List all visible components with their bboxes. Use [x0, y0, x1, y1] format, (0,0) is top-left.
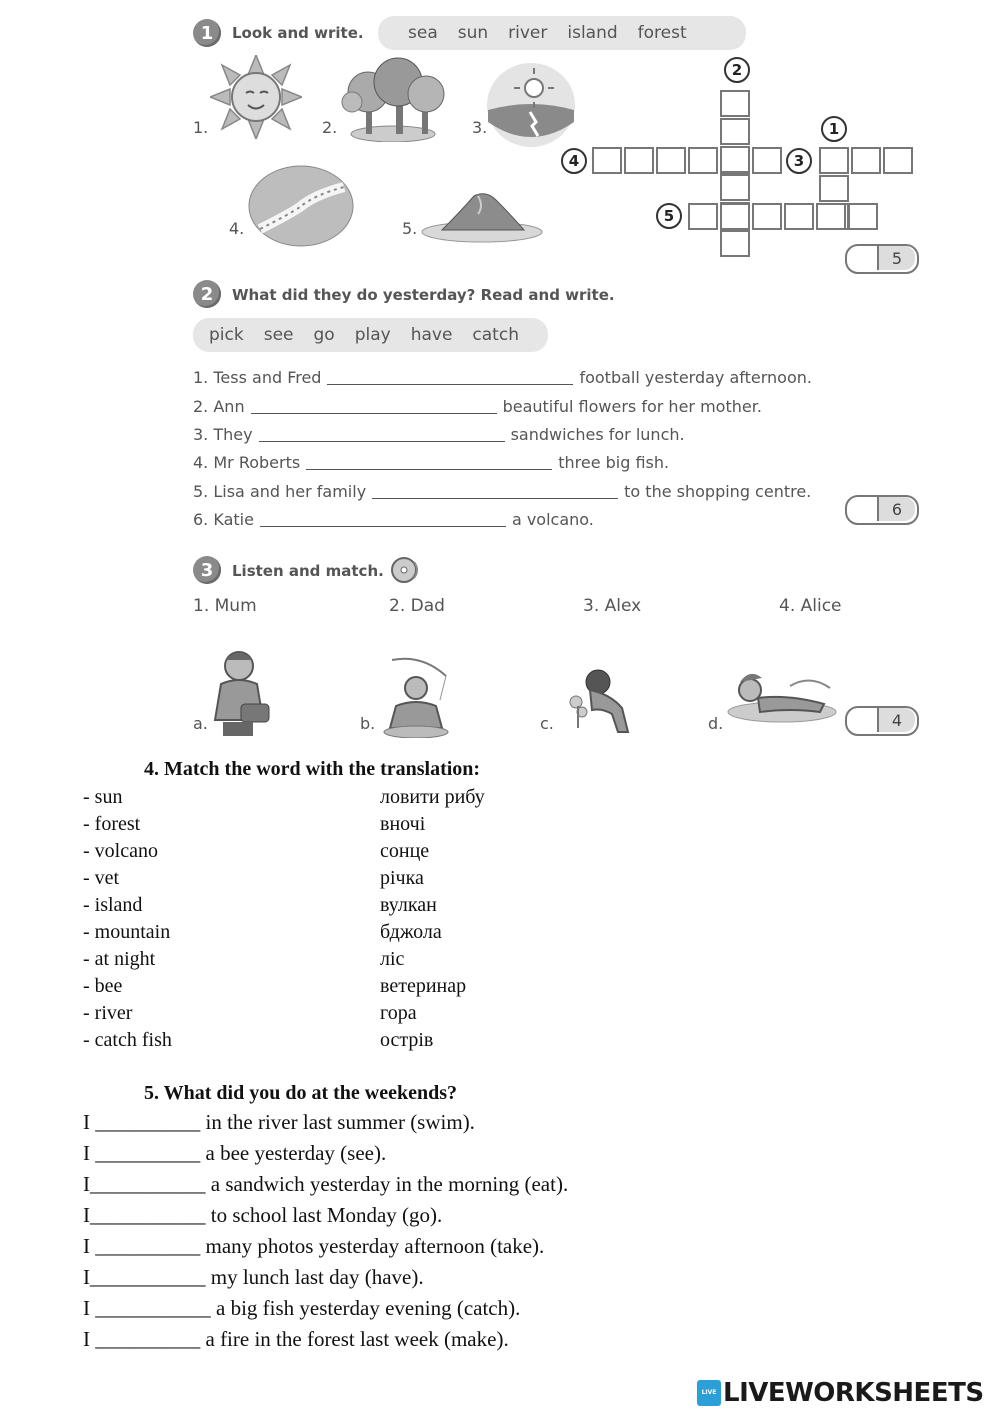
crossword-cell[interactable] [752, 147, 782, 174]
logo-badge: LIVE [697, 1380, 721, 1406]
exercise-1-word-bank [378, 16, 746, 50]
person-label: 2. Dad [389, 596, 445, 616]
picture-label: c. [540, 714, 554, 733]
english-word: - vet [83, 867, 120, 889]
exercise-5-line[interactable]: I __________ a bee yesterday (see). [83, 1141, 387, 1165]
exercise-2-number: 2 [193, 280, 221, 308]
word-bank-item: go [313, 325, 335, 345]
sea-picture [486, 62, 576, 148]
english-word: - forest [83, 813, 141, 835]
english-word: - sun [83, 786, 123, 808]
answer-blank[interactable] [306, 453, 552, 470]
cd-icon [390, 556, 422, 584]
crossword-cell[interactable] [592, 147, 622, 174]
sentence-start: 5. Lisa and her family [193, 482, 367, 501]
picture-label: a. [193, 714, 208, 733]
exercise-2-sentence [193, 453, 669, 472]
crossword-number: 2 [724, 57, 750, 83]
person-picture-a [205, 648, 279, 738]
answer-blank[interactable] [251, 397, 497, 414]
sentence-start: 1. Tess and Fred [193, 368, 322, 387]
exercise-5-line[interactable]: I ___________ a big fish yesterday evening (catch). [83, 1296, 521, 1320]
sentence-end: football yesterday afternoon. [579, 368, 812, 387]
crossword-number: 1 [821, 116, 847, 142]
island-picture [420, 186, 544, 244]
exercise-5-heading: 5. What did you do at the weekends? [144, 1082, 458, 1104]
exercise-5-line[interactable]: I___________ to school last Monday (go). [83, 1203, 443, 1227]
ukrainian-word: ліс [380, 948, 405, 970]
crossword-cell[interactable] [720, 118, 750, 145]
exercise-1-score [845, 244, 917, 272]
picture-label: 4. [229, 219, 245, 238]
sentence-start: 2. Ann [193, 397, 245, 416]
crossword-cell[interactable] [848, 203, 878, 230]
ukrainian-word: острів [380, 1029, 434, 1051]
crossword-cell[interactable] [883, 147, 913, 174]
crossword-cell[interactable] [851, 147, 881, 174]
picture-label: 3. [472, 118, 488, 137]
score-value: 5 [877, 246, 915, 270]
exercise-1-number: 1 [193, 19, 221, 47]
liveworksheets-logo[interactable] [697, 1378, 984, 1408]
picture-label: 2. [322, 118, 338, 137]
logo-text: LIVEWORKSHEETS [723, 1378, 984, 1408]
exercise-2-sentence [193, 397, 762, 416]
exercise-5-line[interactable]: I___________ my lunch last day (have). [83, 1265, 424, 1289]
answer-blank[interactable] [372, 482, 618, 499]
exercise-2-title: What did they do yesterday? Read and write. [232, 286, 615, 304]
crossword-cell[interactable] [720, 230, 750, 257]
picture-label: 1. [193, 118, 209, 137]
crossword-cell[interactable] [819, 175, 849, 202]
sentence-start: 3. They [193, 425, 253, 444]
crossword-cell[interactable] [720, 174, 750, 201]
ukrainian-word: гора [380, 1002, 417, 1024]
crossword-number: 3 [786, 148, 812, 174]
english-word: - bee [83, 975, 123, 997]
sentence-end: to the shopping centre. [624, 482, 812, 501]
word-bank-item: sea [408, 23, 438, 43]
crossword-cell[interactable] [688, 203, 718, 230]
sentence-start: 4. Mr Roberts [193, 453, 301, 472]
picture-label: b. [360, 714, 376, 733]
crossword-cell[interactable] [656, 147, 686, 174]
sentence-start: 6. Katie [193, 510, 254, 529]
english-word: - island [83, 894, 143, 916]
sentence-end: sandwiches for lunch. [510, 425, 685, 444]
score-value: 6 [877, 497, 915, 521]
crossword-cell[interactable] [720, 146, 750, 173]
river-picture [248, 165, 354, 247]
exercise-4-heading: 4. Match the word with the translation: [144, 758, 481, 780]
answer-blank[interactable] [260, 510, 506, 527]
answer-blank[interactable] [327, 368, 573, 385]
answer-blank[interactable] [259, 425, 505, 442]
word-bank-item: river [508, 23, 548, 43]
ukrainian-word: вулкан [380, 894, 437, 916]
crossword-cell[interactable] [752, 203, 782, 230]
exercise-3-number: 3 [193, 556, 221, 584]
picture-label: 5. [402, 219, 418, 238]
person-label: 1. Mum [193, 596, 257, 616]
ukrainian-word: сонце [380, 840, 430, 862]
exercise-3-title: Listen and match. [232, 562, 384, 580]
english-word: - catch fish [83, 1029, 172, 1051]
person-picture-c [564, 666, 634, 736]
english-word: - river [83, 1002, 133, 1024]
exercise-2-score [845, 495, 917, 523]
sentence-end: beautiful flowers for her mother. [502, 397, 762, 416]
word-bank-item: forest [637, 23, 687, 43]
person-picture-d [726, 668, 838, 724]
english-word: - volcano [83, 840, 158, 862]
english-word: - mountain [83, 921, 171, 943]
ukrainian-word: бджола [380, 921, 442, 943]
word-bank-item: catch [472, 325, 519, 345]
word-bank-item: have [410, 325, 453, 345]
exercise-5-line[interactable]: I __________ in the river last summer (swim). [83, 1110, 475, 1134]
picture-label: d. [708, 714, 724, 733]
crossword-cell[interactable] [784, 203, 814, 230]
exercise-2-sentence [193, 368, 812, 387]
word-bank-item: play [354, 325, 391, 345]
exercise-5-line[interactable]: I __________ many photos yesterday afternoon (take). [83, 1234, 545, 1258]
ukrainian-word: річка [380, 867, 424, 889]
word-bank-item: pick [209, 325, 244, 345]
crossword-number: 5 [656, 203, 682, 229]
exercise-3-score [845, 706, 917, 734]
person-picture-b [382, 654, 452, 738]
exercise-2-sentence [193, 510, 594, 529]
score-value: 4 [877, 708, 915, 732]
crossword-cell[interactable] [816, 203, 846, 230]
person-label: 3. Alex [583, 596, 642, 616]
exercise-5-line[interactable]: I___________ a sandwich yesterday in the morning (eat). [83, 1172, 569, 1196]
sun-picture [210, 55, 302, 139]
ukrainian-word: вночі [380, 813, 426, 835]
crossword-cell[interactable] [720, 203, 750, 230]
exercise-5-line[interactable]: I __________ a fire in the forest last week (make). [83, 1327, 509, 1351]
sentence-end: three big fish. [558, 453, 670, 472]
crossword-cell[interactable] [624, 147, 654, 174]
english-word: - at night [83, 948, 156, 970]
sentence-end: a volcano. [511, 510, 594, 529]
forest-picture [338, 56, 448, 142]
crossword-cell[interactable] [720, 90, 750, 117]
exercise-2-sentence [193, 482, 811, 501]
word-bank-item: see [263, 325, 294, 345]
crossword-number: 4 [561, 148, 587, 174]
ukrainian-word: ветеринар [380, 975, 467, 997]
crossword-cell[interactable] [688, 147, 718, 174]
crossword-cell[interactable] [819, 147, 849, 174]
person-label: 4. Alice [779, 596, 842, 616]
word-bank-item: island [567, 23, 618, 43]
ukrainian-word: ловити рибу [380, 786, 485, 808]
word-bank-item: sun [457, 23, 489, 43]
exercise-2-word-bank [193, 318, 548, 352]
exercise-2-sentence [193, 425, 685, 444]
exercise-1-title: Look and write. [232, 24, 364, 42]
